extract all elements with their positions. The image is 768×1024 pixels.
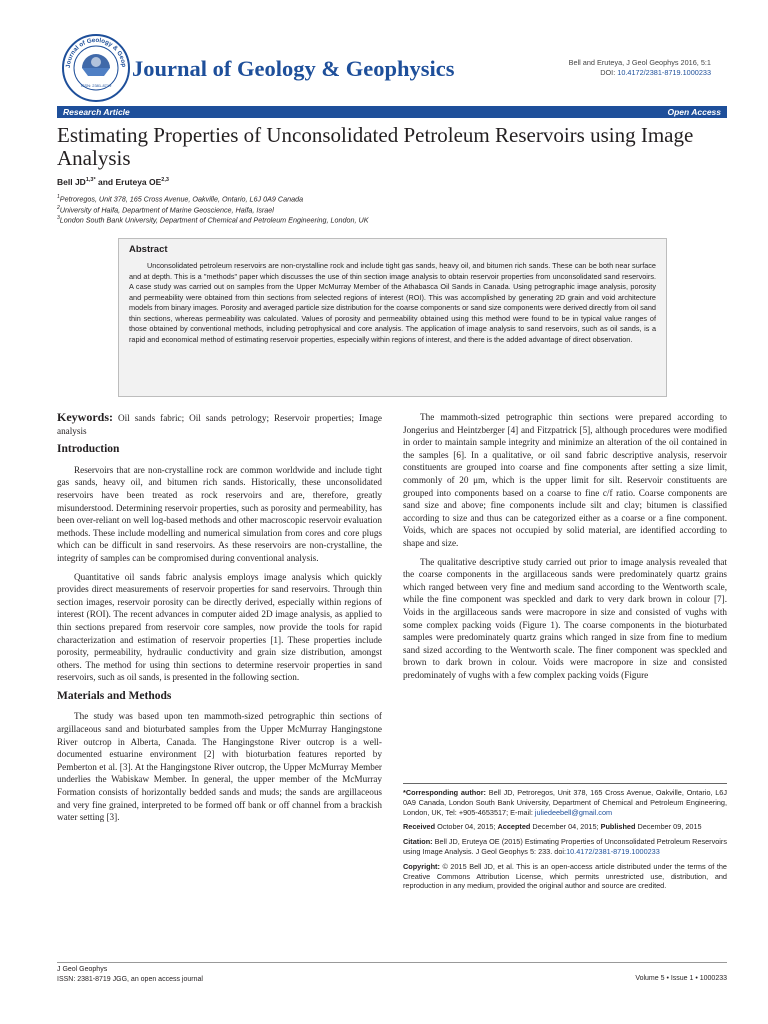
correspondence-rule — [403, 783, 727, 784]
introduction-heading: Introduction — [57, 443, 120, 456]
copyright-label: Copyright: — [403, 861, 440, 871]
left-column — [57, 411, 382, 830]
intro-paragraph-2: Quantitative oil sands fabric analysis employs image analysis which quickly provides direct measurements of reservoir properties for sand reservoirs. Through thin section images, reservoir porosity can be directly derived, especially within regions of interest (ROI). The recent advances in computer aided 2D image analysis, as applied to thin sections prepared from reservoir core samples, now provide the tools for rapid characterization and estimation of reservoir properties [1]. These properties include porosity, permeability, hydraulic conductivity and grain size distribution, amongst others. The method for using thin sections to determine reservoir properties in sand reservoirs, such as oil sands, is presented in the following section. — [57, 571, 382, 683]
dates-line: Received October 04, 2015; Accepted December 04, 2015; Published December 09, 2015 — [403, 822, 702, 832]
footer-volume: Volume 5 • Issue 1 • 1000233 — [635, 975, 727, 982]
affiliation-1: $^1$Petroregos, Unit 378, 165 Cross Avenue, Oakville, Ontario, L6J 0A9 Canada — [57, 194, 304, 204]
methods-heading: Materials and Methods — [57, 689, 172, 702]
footer-journal: J Geol Geophys — [57, 966, 108, 973]
correspondence-box — [403, 783, 727, 896]
citation-label: Citation: — [403, 837, 433, 847]
doi-line — [569, 68, 711, 78]
corresponding-label: *Corresponding author: — [403, 788, 486, 797]
author-1: Bell JD — [57, 177, 86, 187]
doi-link[interactable]: 10.4172/2381-8719.1000233 — [617, 68, 711, 77]
footer-issn: ISSN: 2381-8719 JGG, an open access journal — [57, 976, 203, 983]
header-citation — [569, 58, 711, 78]
abstract-heading: Abstract — [129, 244, 168, 255]
author-2-sup: 2,3 — [161, 177, 169, 184]
logo-issn: ISSN: 2381-8719 — [80, 83, 112, 88]
logo-ring-text: Journal of Geology & Geop — [64, 36, 128, 69]
open-access-label: Open Access — [667, 107, 721, 117]
author-1-sup: 1,3* — [85, 177, 96, 184]
methods-paragraph-1: The study was based upon ten mammoth-sized petrographic thin sections of argillaceous sand and bioturbated samples from the Upper McMurray Hangingstone River outcrop in Alberta, Canada. The Hangingstone River outcrop is a well-documented estuarine environment [2] with bioturbation features reported by Pemberton et al. [3]. At the Hangingstone River outcrop, the Upper McMurray Member underlies the Wabiskaw Member. In general, the upper member of the McMurray Formation consists of horizontally bedded sands and muds; the sands are argillaceous and very fine grained, interpreted to be formed off bank or off channel from a brackish water setting [3]. — [57, 711, 382, 823]
authors-and: and — [95, 177, 116, 187]
authors — [57, 177, 169, 187]
copyright-block: Copyright: © 2015 Bell JD, et al. This is an open-access article distributed under the terms of the Creative Commons Attribution License, which permits unrestricted use, distribution, and reproduction in any medium, provided the original author and source are credited. — [403, 861, 727, 891]
citation-doi-link[interactable]: 10.4172/2381-8719.1000233 — [566, 846, 660, 856]
corresponding-author: *Corresponding author: Bell JD, Petroregos, Unit 378, 165 Cross Avenue, Oakville, Ontario, L6J 0A9 Canada, London South Bank University, Department of Chemical and Petroleum Engineering, London, UK, Tel: +905-4653517; E-mail: juliedeebell@gmail.com — [403, 788, 728, 817]
email-link[interactable]: juliedeebell@gmail.com — [534, 807, 613, 817]
right-column — [403, 411, 727, 687]
affiliation-3: $^3$London South Bank University, Department of Chemical and Petroleum Engineering, London, UK — [57, 215, 369, 225]
keywords-label: Keywords: — [57, 410, 113, 424]
right-paragraph-2: The qualitative descriptive study carried out prior to image analysis revealed that the coarse components in the argillaceous sands were predominately quartz grains which ranged between very fine and medium sand according to the Wentworth scale, while the fine component was speckled and dark to very dark brown in colour [7]. Voids in the argillaceous sands were macropore in size and consisted of vughs with some complex packing voids (Figure 1). The coarse components in the bioturbated samples were predominately quartz grains which ranged in size from fine to medium sand sized according to the Wentworth scale. The finer component was speckled and brown to dark brown in colour. Voids were macropore in size and consisted predominately of vughs with a few complex packing voids (Figure — [403, 556, 727, 680]
intro-paragraph-1: Reservoirs that are non-crystalline rock are common worldwide and include tight gas sands, heavy oil, and bitumen rich sands. Historically, these unconsolidated reservoirs have been treated as rock reservoirs and are, therefore, greatly misunderstood. Determining reservoir properties, such as porosity and permeability, has been over-reliant on well log-based methods and other macroscopic reservoir evaluation methods. These include modelling and numerical simulation from cores and core plugs which can be difficult in sand reservoirs. As these reservoirs are non-crystalline, the integrity of samples can be compromised during conventional analysis. — [57, 464, 382, 563]
citation-line: Bell and Eruteya, J Geol Geophys 2016, 5:1 — [568, 58, 711, 67]
author-2: Eruteya OE — [115, 177, 162, 187]
abstract-box — [118, 238, 667, 397]
right-paragraph-1: The mammoth-sized petrographic thin sections were prepared according to Jongerius and Heintzberger [4] and Fitzpatrick [5], although procedures were modified in order to maintain sample integrity and minimize an alteration of the oil contained in the samples [6]. In a qualitative, or oil sand fabric descriptive analysis, reservoir constituents are grouped into coarse and fine components after setting a size limit, commonly of 20 μm, which is the upper limit for silt. Reservoir constituents are grouped into components based on a coarse to fine c/f ratio. Coarse components are sand size and above; fine components include silt and clay; bitumen is classified according to size and thus can be categorized either as a coarse or a fine component. Voids, which are spaces not occupied by solid material, are identified according to shape and size. — [403, 412, 727, 548]
journal-title: Journal of Geology & Geophysics — [132, 56, 455, 81]
article-type-banner — [57, 106, 727, 118]
article-title: Estimating Properties of Unconsolidated Petroleum Reservoirs using Image Analysis — [57, 123, 694, 170]
journal-logo — [60, 32, 132, 104]
doi-label: DOI: — [600, 68, 616, 77]
affiliation-2: $^2$University of Haifa, Department of Marine Geoscience, Haifa, Israel — [57, 205, 274, 215]
keywords — [57, 411, 382, 437]
page-footer — [57, 962, 727, 985]
citation-block: Citation: Bell JD, Eruteya OE (2015) Estimating Properties of Unconsolidated Petroleum Reservoirs using Image Analysis. J Geol Geophys 5: 233. doi:10.4172/2381-8719.1000233 — [403, 837, 727, 856]
abstract-text: Unconsolidated petroleum reservoirs are non-crystalline rock and include tight gas sands, heavy oil, and bitumen rich sands. These can be both near surface and at depth. This is a "methods" paper which discusses the use of thin section image analysis to obtain reservoir properties from unconsolidated sand reservoirs. A case study was carried out on samples from the Upper McMurray Member of the Athabasca Oil Sands in Canada. Using petrographic image analysis, porosity and permeability were obtained from thin sections from selected regions of interest (ROI). This was accomplished by generating 2D grain and void architecture models from binary images. Porosity and averaged particle size distribution for the coarse components or sand size components were derived directly from oil sand thin sections, whereas permeability was calculated. Values of porosity and permeability obtained using this method were found to be in typical value ranges of those obtained by conventional methods, including petrophysical and core analysis. The application of image analysis to sand reservoirs, such as oil sands, is a rapid and economical method of estimating reservoir properties, especially within regions of interest, and there is the added advantage of direct observation. — [129, 261, 656, 344]
article-type: Research Article — [63, 107, 130, 117]
keywords-text: Oil sands fabric; Oil sands petrology; Reservoir properties; Image analysis — [57, 413, 382, 436]
